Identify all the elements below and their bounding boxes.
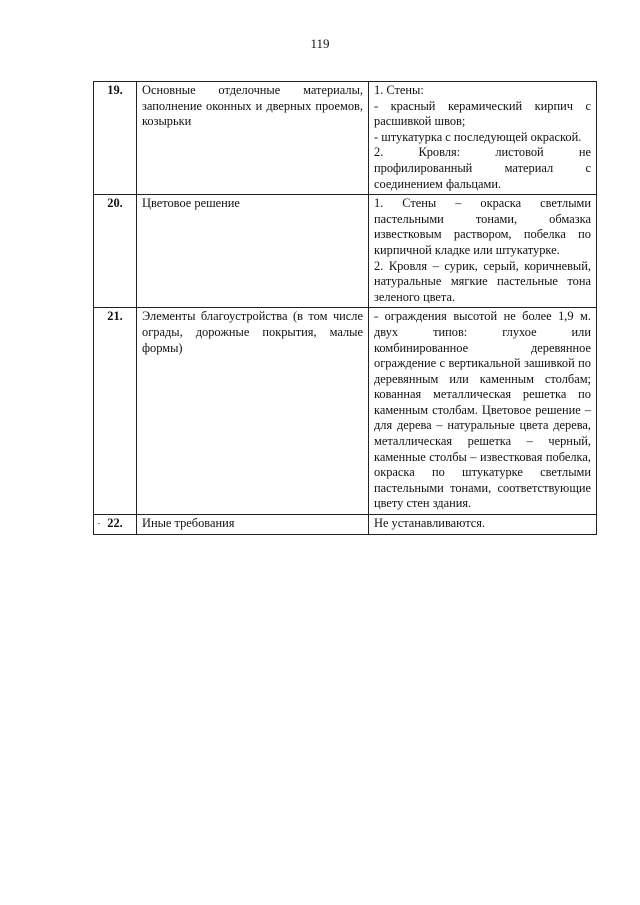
table-row <box>94 82 597 195</box>
row-number: 22. <box>94 515 137 535</box>
value-line: - красный керамический кирпич с расшивкой швов; <box>374 98 591 129</box>
row-value <box>369 195 597 308</box>
row-title: Цветовое решение <box>137 195 369 308</box>
value-line: 2. Кровля: листовой не профилированный материал с соединением фальцами. <box>374 145 591 191</box>
row-value <box>369 82 597 195</box>
value-line: - ограждения высотой не более 1,9 м. двух типов: глухое или комбинированное деревянное ограждение с вертикальной зашивкой по деревянным или каменным столбам; кованная металлическая решетка по каменным столбам. Цветовое решение – для дерева – натуральные цвета дерева, металлическая решетка – черный, каменные столбы – известковая побелка, окраска по штукатурке светлыми пастельными тонами, соответствующие цвету стен здания. <box>374 309 591 511</box>
row-number: 21. <box>94 308 137 515</box>
table-row <box>94 195 597 308</box>
scan-mark <box>98 523 100 524</box>
page-number: 119 <box>310 36 330 51</box>
value-line: 2. Кровля – сурик, серый, коричневый, натуральные мягкие пастельные тона зеленого цвета. <box>374 258 591 304</box>
row-value <box>369 308 597 515</box>
table-row <box>94 308 597 515</box>
row-number: 19. <box>94 82 137 195</box>
value-line: 1. Стены – окраска светлыми пастельными тонами, обмазка известковым раствором, побелка по кирпичной кладке или штукатурке. <box>374 196 591 257</box>
row-value <box>369 515 597 535</box>
requirements-table <box>93 81 597 535</box>
table-row <box>94 515 597 535</box>
value-line: 1. Стены: <box>374 83 424 97</box>
row-title: Элементы благоустройства (в том числе ограды, дорожные покрытия, малые формы) <box>137 308 369 515</box>
row-title: Основные отделочные материалы, заполнение оконных и дверных проемов, козырьки <box>137 82 369 195</box>
value-line: - штукатурка с последующей окраской. <box>374 129 582 144</box>
row-title: Иные требования <box>137 515 369 535</box>
row-number: 20. <box>94 195 137 308</box>
value-line: Не устанавливаются. <box>374 516 486 531</box>
